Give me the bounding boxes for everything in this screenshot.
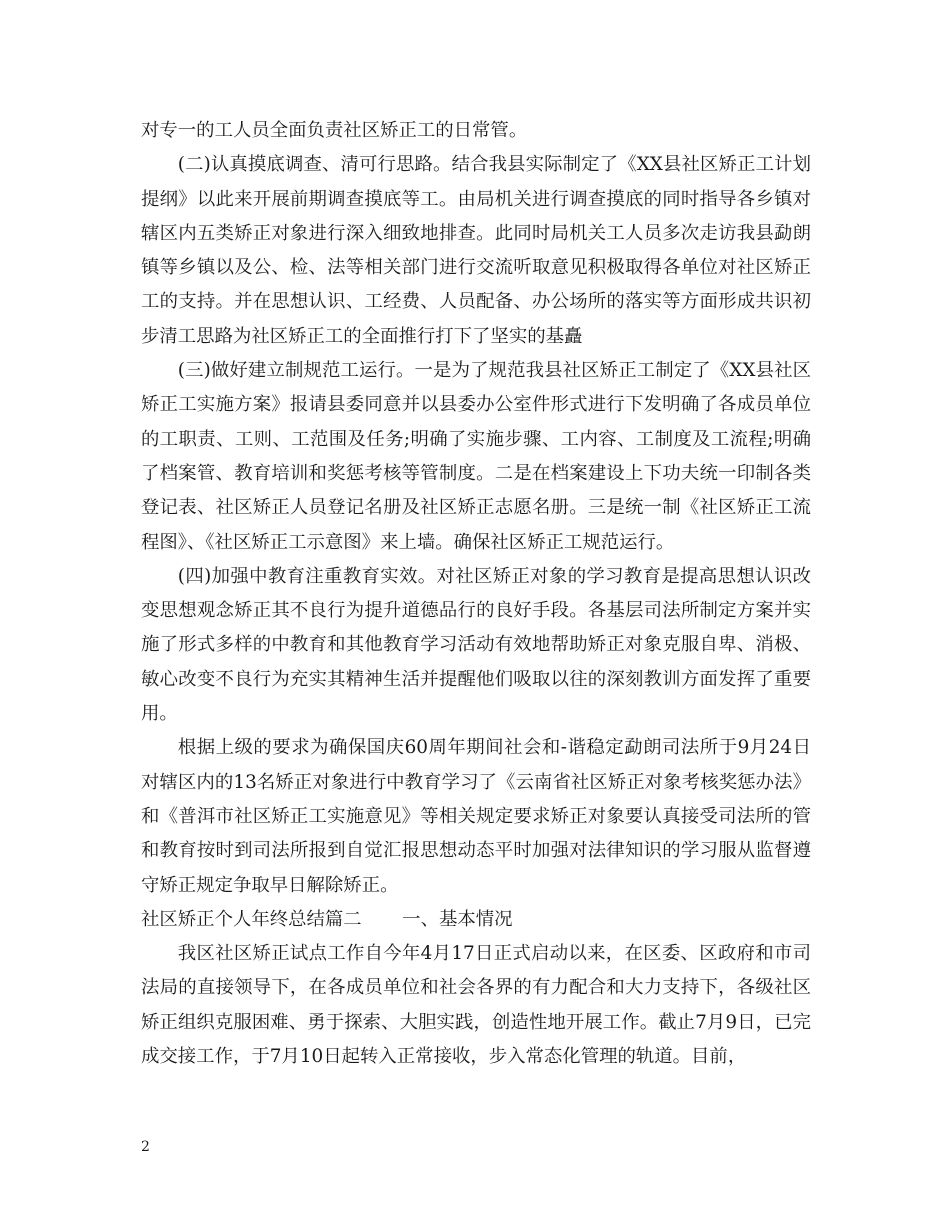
paragraph-continuation: 对专一的工人员全面负责社区矫正工的日常管。 xyxy=(141,120,528,141)
paragraph-section-four: (四)加强中教育注重教育实效。对社区矫正对象的学习教育是提高思想认识改变思想观念矫正其不良行为提升道德品行的良好手段。各基层司法所制定方案并实施了形式多样的中教育和其他教育学习活动有效地帮助矫正对象克服自卑、消极、敏心改变不良行为充实其精神生活并提醒他们吸取以往的深刻教训方面发挥了重要用。 xyxy=(141,565,811,725)
section-heading-line xyxy=(141,903,811,937)
paragraph-section-two: (二)认真摸底调查、清可行思路。结合我县实际制定了《XX县社区矫正工计划提纲》以此来开展前期调查摸底等工。由局机关进行调查摸底的同时指导各乡镇对辖区内五类矫正对象进行深入细致地排查。此同时局机关工人员多次走访我县勐朗镇等乡镇以及公、检、法等相关部门进行交流听取意见积极取得各单位对社区矫正工的支持。并在思想认识、工经费、人员配备、办公场所的落实等方面形成共识初步清工思路为社区矫正工的全面推行打下了坚实的基矗 xyxy=(141,154,811,347)
paragraph-basic-situation: 我区社区矫正试点工作自今年4月17日正式启动以来，在区委、区政府和市司法局的直接领导下，在各成员单位和社会各界的有力配合和大力支持下，各级社区矫正组织克服困难、勇于探索、大胆实践，创造性地开展工作。截止7月9日，已完成交接工作，于7月10日起转入正常接收，步入常态化管理的轨道。目前， xyxy=(141,943,811,1068)
page-number: 2 xyxy=(141,1139,150,1155)
paragraph-section-three: (三)做好建立制规范工运行。一是为了规范我县社区矫正工制定了《XX县社区矫正工实施方案》报请县委同意并以县委办公室件形式进行下发明确了各成员单位的工职责、工则、工范围及任务;明确了实施步骤、工内容、工制度及工流程;明确了档案管、教育培训和奖惩考核等管制度。二是在档案建设上下功夫统一印制各类登记表、社区矫正人员登记名册及社区矫正志愿名册。三是统一制《社区矫正工流程图》、《社区矫正工示意图》来上墙。确保社区矫正工规范运行。 xyxy=(141,360,811,553)
document-body xyxy=(141,114,811,1074)
paragraph-national-day: 根据上级的要求为确保国庆60周年期间社会和-谐稳定勐朗司法所于9月24日对辖区内的13名矫正对象进行中教育学习了《云南省社区矫正对象考核奖惩办法》和《普洱市社区矫正工实施意见》等相关规定要求矫正对象要认真接受司法所的管和教育按时到司法所报到自觉汇报思想动态平时加强对法律知识的学习服从监督遵守矫正规定争取早日解除矫正。 xyxy=(141,737,811,896)
article-title: 社区矫正个人年终总结篇二 xyxy=(141,908,362,930)
section-title: 一、基本情况 xyxy=(402,908,513,930)
